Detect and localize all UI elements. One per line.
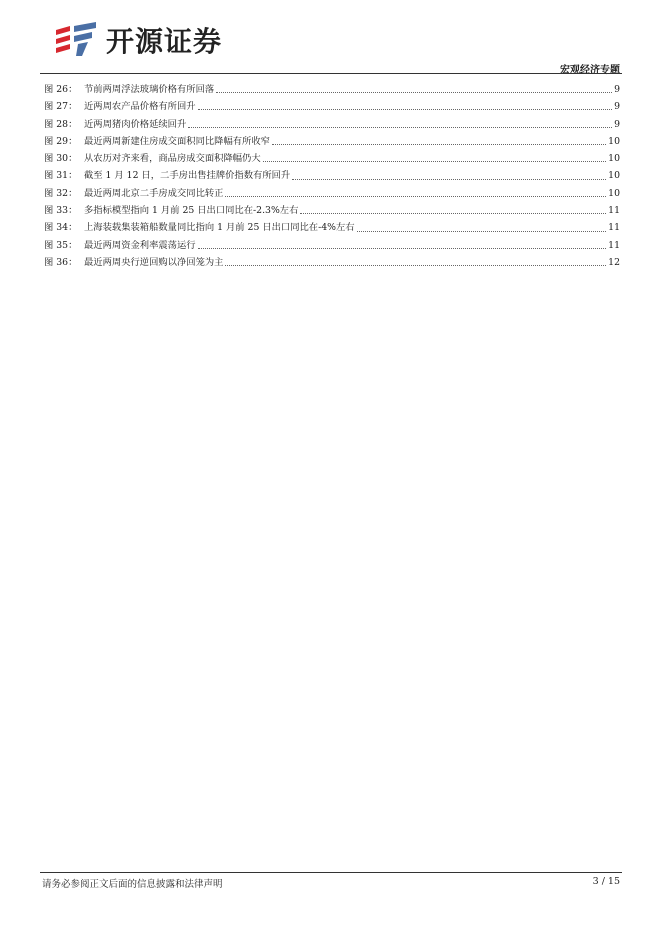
toc-figure-number: 图 27： [44, 101, 78, 113]
figure-index-list [44, 81, 620, 271]
toc-page-number: 11 [608, 222, 620, 234]
toc-dot-leader [263, 161, 607, 162]
toc-figure-number: 图 36： [44, 256, 78, 268]
toc-dot-leader [292, 179, 606, 180]
toc-entry[interactable] [44, 81, 620, 98]
toc-figure-number: 图 29： [44, 135, 78, 147]
toc-figure-title: 节前两周浮法玻璃价格有所回落 [84, 84, 215, 95]
toc-figure-number: 图 35： [44, 239, 78, 251]
toc-figure-title: 最近两周新建住房成交面积同比降幅有所收窄 [84, 135, 270, 147]
toc-page-number: 10 [608, 170, 620, 182]
toc-page-number: 10 [608, 187, 620, 199]
toc-figure-number: 图 33： [44, 205, 78, 217]
toc-figure-number: 图 26： [44, 84, 78, 95]
toc-dot-leader [188, 127, 612, 128]
toc-figure-title: 从农历对齐来看，商品房成交面积降幅仍大 [84, 153, 261, 165]
footer-divider [40, 872, 622, 873]
toc-figure-number: 图 31： [44, 170, 78, 182]
toc-figure-title: 截至 1 月 12 日，二手房出售挂牌价指数有所回升 [84, 170, 291, 182]
toc-page-number: 9 [614, 118, 620, 130]
footer-disclaimer: 请务必参阅正文后面的信息披露和法律声明 [42, 879, 223, 890]
company-logo [52, 20, 222, 60]
toc-page-number: 12 [608, 256, 620, 268]
toc-figure-title: 上海装载集装箱船数量同比指向 1 月前 25 日出口同比在-4%左右 [84, 222, 355, 234]
toc-figure-title: 近两周农产品价格有所回升 [84, 101, 196, 113]
toc-figure-title: 近两周猪肉价格延续回升 [84, 118, 187, 130]
toc-entry[interactable] [44, 150, 620, 167]
toc-entry[interactable] [44, 185, 620, 202]
toc-entry[interactable] [44, 116, 620, 133]
toc-page-number: 10 [608, 153, 620, 165]
toc-entry[interactable] [44, 167, 620, 184]
toc-figure-title: 最近两周北京二手房成交同比转正 [84, 187, 224, 199]
footer-page-number: 3 / 15 [592, 876, 620, 887]
toc-dot-leader [225, 265, 606, 266]
toc-dot-leader [225, 196, 606, 197]
toc-dot-leader [300, 213, 606, 214]
toc-dot-leader [198, 109, 612, 110]
toc-entry[interactable] [44, 254, 620, 271]
toc-figure-title: 最近两周央行逆回购以净回笼为主 [84, 256, 224, 268]
toc-entry[interactable] [44, 202, 620, 219]
toc-entry[interactable] [44, 98, 620, 115]
toc-dot-leader [198, 248, 607, 249]
toc-entry[interactable] [44, 133, 620, 150]
report-type-label: 宏观经济专题 [560, 65, 620, 76]
company-name: 开源证券 [106, 25, 223, 58]
toc-figure-title: 最近两周资金利率震荡运行 [84, 239, 196, 251]
toc-page-number: 10 [608, 135, 620, 147]
toc-page-number: 11 [608, 205, 620, 217]
toc-figure-number: 图 28： [44, 118, 78, 130]
toc-entry[interactable] [44, 219, 620, 236]
toc-page-number: 9 [614, 84, 620, 95]
toc-page-number: 9 [614, 101, 620, 113]
toc-figure-number: 图 30： [44, 153, 78, 165]
toc-figure-number: 图 34： [44, 222, 78, 234]
toc-dot-leader [357, 231, 607, 232]
toc-dot-leader [272, 144, 606, 145]
header-divider [40, 73, 622, 74]
toc-entry[interactable] [44, 237, 620, 254]
toc-dot-leader [216, 92, 612, 93]
toc-page-number: 11 [608, 239, 620, 251]
toc-figure-number: 图 32： [44, 187, 78, 199]
company-logo-icon [52, 20, 100, 60]
toc-figure-title: 多指标模型指向 1 月前 25 日出口同比在-2.3%左右 [84, 205, 299, 217]
